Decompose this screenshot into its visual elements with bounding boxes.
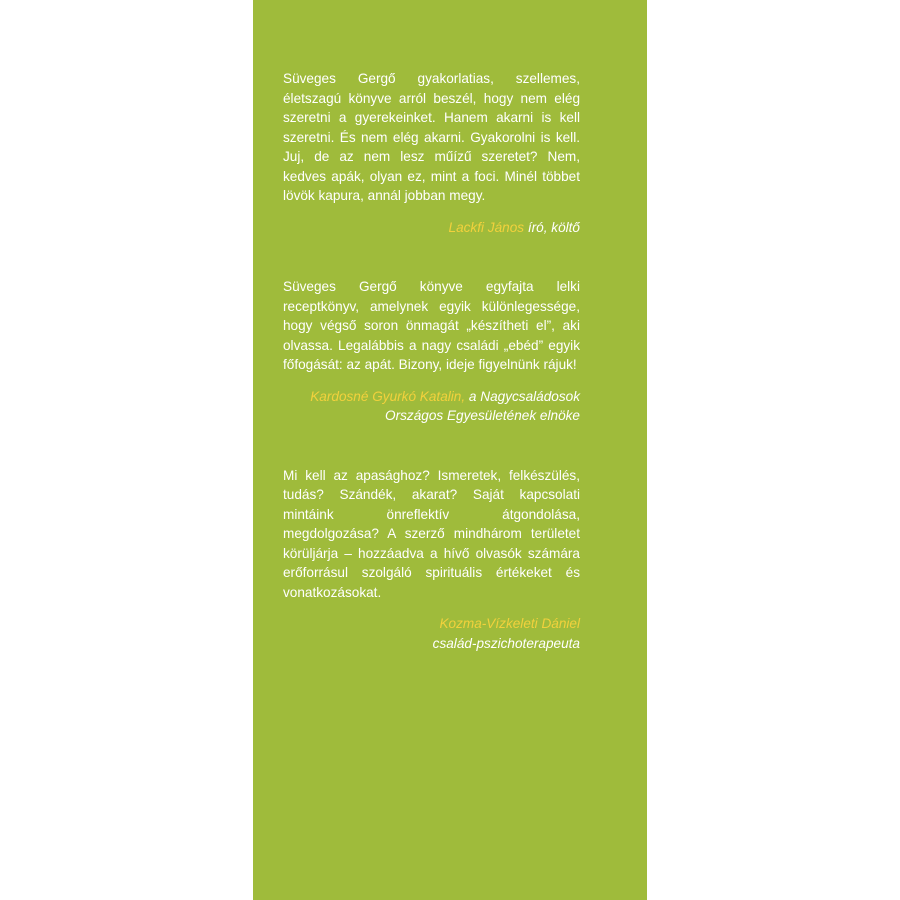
blurb-attribution: [283, 218, 580, 238]
blurb-text: Süveges Gergő könyve egyfajta lelki receptkönyv, amelynek egyik különlegessége, hogy végső soron önmagát „készítheti el”, aki olvassa. Legalábbis a nagy családi „ebéd” egyik főfogását: az apát. Bizony, ideje figyelnünk rájuk!: [283, 279, 580, 372]
blurb-attribution: [283, 614, 580, 653]
blurb-kozma: [283, 466, 580, 654]
author-role-line2: Országos Egyesületének elnöke: [385, 408, 580, 423]
blurb-lackfi: [283, 69, 580, 237]
blurb-attribution: [283, 387, 580, 426]
author-name: Kozma-Vízkeleti Dániel: [439, 616, 580, 631]
blurb-text: Mi kell az apasághoz? Ismeretek, felkészülés, tudás? Szándék, akarat? Saját kapcsolati mintáink önreflektív átgondolása, megdolgozása? A szerző mindhárom területet körüljárja – hozzáadva a hívő olvasók számára erőforrásul szolgáló spirituális értékeket és vonatkozásokat.: [283, 467, 580, 600]
back-cover: [253, 0, 647, 900]
blurb-kardosne: [283, 277, 580, 426]
author-name: Kardosné Gyurkó Katalin,: [310, 388, 466, 404]
author-name: Lackfi János: [448, 219, 525, 235]
author-role-line2: család-pszichoterapeuta: [432, 635, 580, 651]
blurbs-column: [283, 69, 580, 653]
author-role: a Nagycsaládosok: [465, 388, 580, 404]
blurb-text: Süveges Gergő gyakorlatias, szellemes, életszagú könyve arról beszél, hogy nem elég szeretni a gyerekeinket. Hanem akarni is kell szeretni. És nem elég akarni. Gyakorolni is kell. Juj, de az nem lesz műízű szeretet? Nem, kedves apák, olyan ez, mint a foci. Minél többet lövök kapura, annál jobban megy.: [283, 71, 580, 203]
author-role: író, költő: [524, 219, 580, 235]
